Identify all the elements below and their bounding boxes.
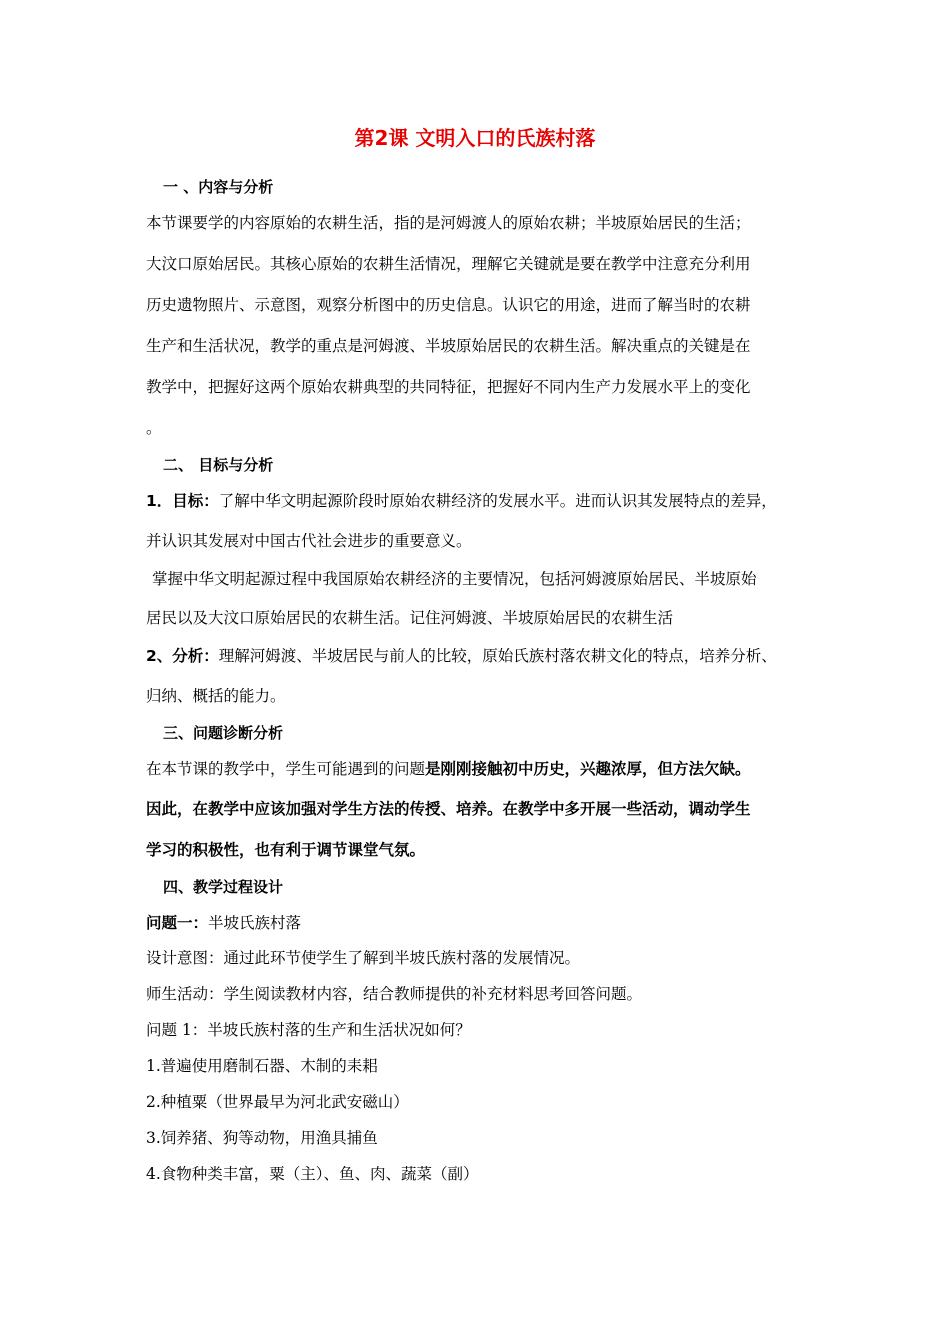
section-heading-goals-analysis: 二、 目标与分析 [163,456,274,474]
paragraph-line-bold: 学习的积极性，也有利于调节课堂气氛。 [146,841,426,859]
analysis-line [146,645,777,667]
section-heading-problem-diagnosis: 三、问题诊断分析 [163,724,284,742]
paragraph-line: 历史遗物照片、示意图，观察分析图中的历史信息。认识它的用途，进而了解当时的农耕 [146,296,751,314]
question-one-label: 问题一： [146,914,209,932]
paragraph-line-bold: 因此，在教学中应该加强对学生方法的传授、培养。在教学中多开展一些活动，调动学生 [146,800,751,818]
diagnosis-line [146,758,751,780]
activity-line: 师生活动：学生阅读教材内容，结合教师提供的补充材料思考回答问题。 [146,985,643,1003]
section-heading-content-analysis: 一 、内容与分析 [163,178,274,196]
paragraph-line: 居民以及大汶口原始居民的农耕生活。记住河姆渡、半坡原始居民的农耕生活 [146,609,674,627]
paragraph-line: 教学中，把握好这两个原始农耕典型的共同特征，把握好不同内生产力发展水平上的变化 [146,378,751,396]
list-item: 4.食物种类丰富，粟（主）、鱼、肉、蔬菜（副） [146,1165,479,1183]
paragraph-line: 掌握中华文明起源过程中我国原始农耕经济的主要情况，包括河姆渡原始居民、半坡原始 [152,570,757,588]
analysis-label: 2、分析： [146,647,219,665]
section-heading-teaching-process: 四、教学过程设计 [163,878,284,896]
paragraph-line: 并认识其发展对中国古代社会进步的重要意义。 [146,532,472,550]
diagnosis-bold-text: 是刚刚接触初中历史，兴趣浓厚，但方法欠缺。 [425,760,751,778]
goal-label: 1．目标： [146,492,219,510]
question-one-line [146,912,301,934]
question-one-text: 半坡氏族村落 [208,914,302,932]
list-item: 3.饲养猪、狗等动物，用渔具捕鱼 [146,1129,378,1147]
list-item: 2.种植粟（世界最早为河北武安磁山） [146,1093,409,1111]
analysis-text: 理解河姆渡、半坡居民与前人的比较，原始氏族村落农耕文化的特点，培养分析、 [218,647,777,665]
diagnosis-plain-text: 在本节课的教学中，学生可能遇到的问题 [146,760,426,778]
goal-text: 了解中华文明起源阶段时原始农耕经济的发展水平。进而认识其发展特点的差异， [218,492,777,510]
paragraph-line: 生产和生活状况，教学的重点是河姆渡、半坡原始居民的农耕生活。解决重点的关键是在 [146,337,751,355]
paragraph-line: 本节课要学的内容原始的农耕生活，指的是河姆渡人的原始农耕；半坡原始居民的生活； [146,214,751,232]
design-intent-line: 设计意图：通过此环节使学生了解到半坡氏族村落的发展情况。 [146,949,581,967]
question-line: 问题 1：半坡氏族村落的生产和生活状况如何？ [146,1021,471,1039]
paragraph-line: 归纳、概括的能力。 [146,687,286,705]
goal-line [146,490,777,512]
page-title: 第2课 文明入口的氏族村落 [354,126,596,150]
paragraph-line: 大汶口原始居民。其核心原始的农耕生活情况，理解它关键就是要在教学中注意充分利用 [146,255,751,273]
paragraph-line: 。 [146,419,162,437]
list-item: 1.普遍使用磨制石器、木制的耒耜 [146,1057,378,1075]
